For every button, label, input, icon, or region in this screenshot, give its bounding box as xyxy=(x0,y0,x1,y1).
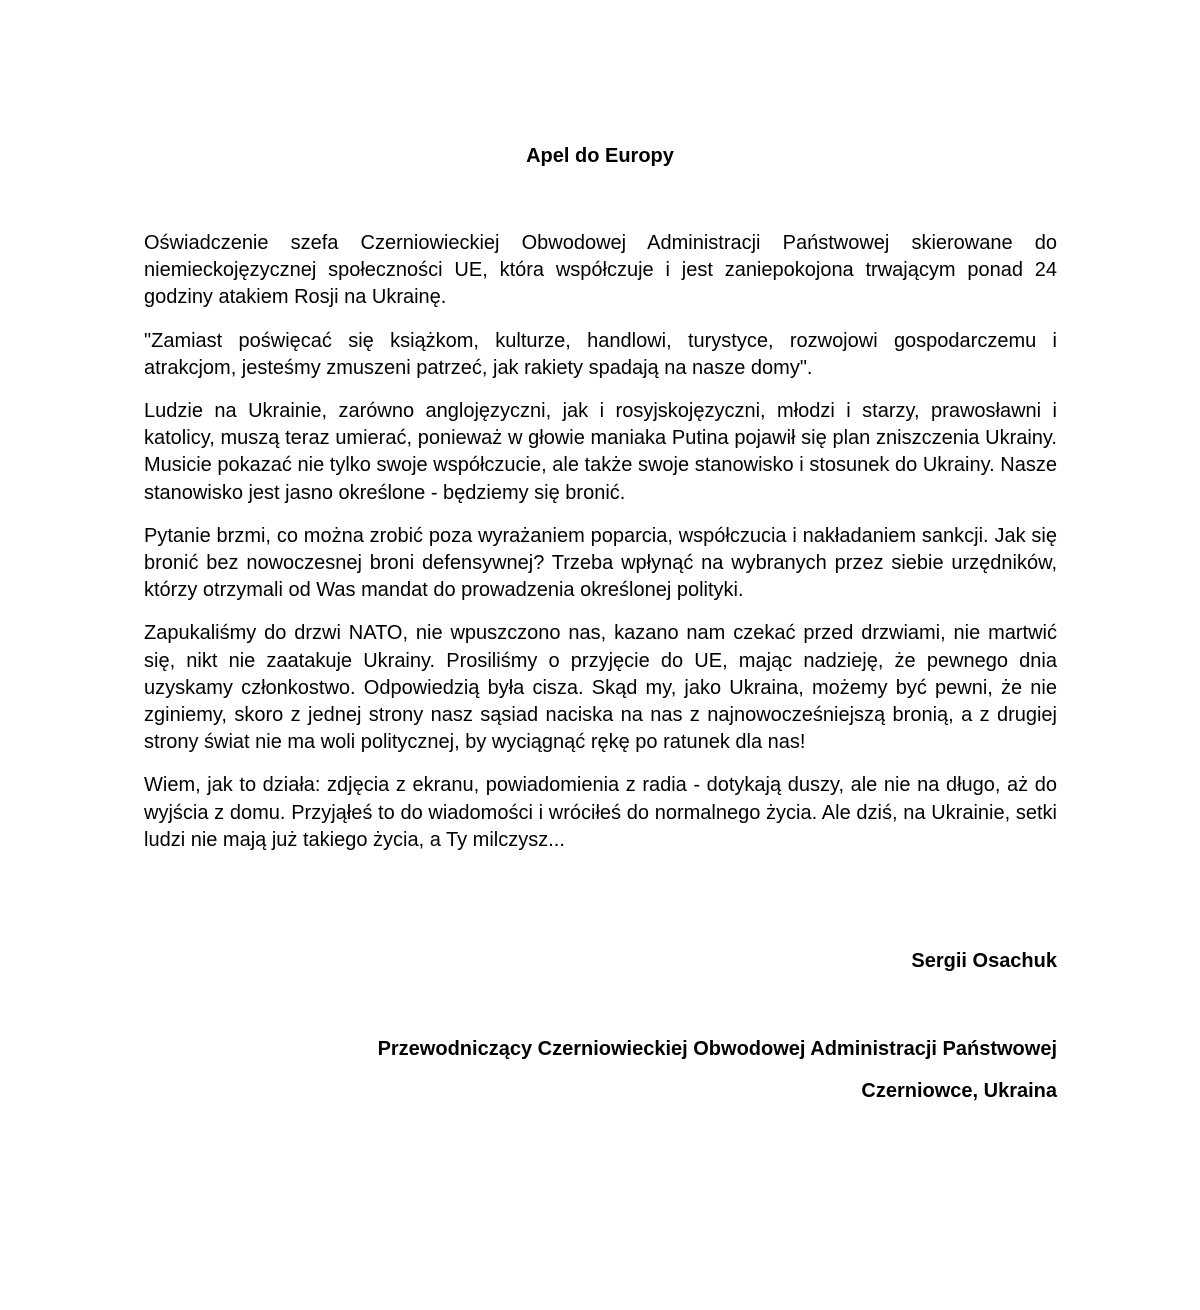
signature-place: Czerniowce, Ukraina xyxy=(861,1080,1057,1102)
document-body xyxy=(144,230,1057,870)
document-title: Apel do Europy xyxy=(526,145,674,167)
signature-role: Przewodniczący Czerniowieckiej Obwodowej Administracji Państwowej xyxy=(377,1038,1057,1060)
signature-name: Sergii Osachuk xyxy=(911,950,1057,972)
paragraph-4: Pytanie brzmi, co można zrobić poza wyrażaniem poparcia, współczucia i nakładaniem sankcji. Jak się bronić bez nowoczesnej broni defensywnej? Trzeba wpłynąć na wybranych przez siebie urzędników, którzy otrzymali od Was mandat do prowadzenia określonej polityki. xyxy=(144,524,1057,602)
paragraph-6: Wiem, jak to działa: zdjęcia z ekranu, powiadomienia z radia - dotykają duszy, ale nie na długo, aż do wyjścia z domu. Przyjąłeś to do wiadomości i wróciłeś do normalnego życia. Ale dziś, na Ukrainie, setki ludzi nie mają już takiego życia, a Ty milczysz... xyxy=(144,774,1057,851)
paragraph-5: Zapukaliśmy do drzwi NATO, nie wpuszczono nas, kazano nam czekać przed drzwiami, nie martwić się, nikt nie zaatakuje Ukrainy. Prosiliśmy o przyjęcie do UE, mając nadzieję, że pewnego dnia uzyskamy członkostwo. Odpowiedzią była cisza. Skąd my, jako Ukraina, możemy być pewni, że nie zginiemy, skoro z jednej strony nasz sąsiad naciska na nas z najnowocześniejszą bronią, a z drugiej strony świat nie ma woli politycznej, by wyciągnąć rękę po ratunek dla nas! xyxy=(144,622,1057,754)
paragraph-3: Ludzie na Ukrainie, zarówno anglojęzyczni, jak i rosyjskojęzyczni, młodzi i starzy, prawosławni i katolicy, muszą teraz umierać, ponieważ w głowie maniaka Putina pojawił się plan zniszczenia Ukrainy. Musicie pokazać nie tylko swoje współczucie, ale także swoje stanowisko i stosunek do Ukrainy. Nasze stanowisko jest jasno określone - będziemy się bronić. xyxy=(144,400,1057,504)
paragraph-1: Oświadczenie szefa Czerniowieckiej Obwodowej Administracji Państwowej skierowane do niemieckojęzycznej społeczności UE, która współczuje i jest zaniepokojona trwającym ponad 24 godziny atakiem Rosji na Ukrainę. xyxy=(144,232,1057,309)
paragraph-2: "Zamiast poświęcać się książkom, kulturze, handlowi, turystyce, rozwojowi gospodarczemu i atrakcjom, jesteśmy zmuszeni patrzeć, jak rakiety spadają na nasze domy". xyxy=(144,329,1057,379)
